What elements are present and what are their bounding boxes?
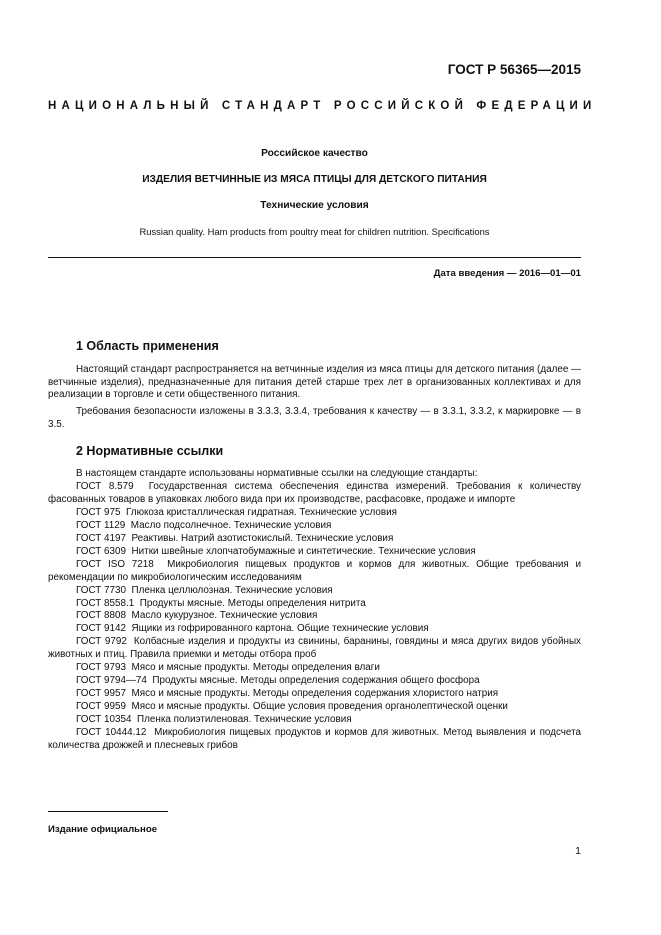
reference-title: Продукты мясные. Методы определения содержания общего фосфора xyxy=(152,675,480,687)
reference-code: ГОСТ 9793 xyxy=(76,662,127,674)
section-1-paragraph-1: Настоящий стандарт распространяется на ветчинные изделия из мяса птицы для детского питания (далее — ветчинные изделия), предназначенные для питания детей старше трех лет в организованных коллективах и для реализации в торговле и сети общественного питания. xyxy=(48,364,581,400)
reference-title: Государственная система обеспечения единства измерений. Требования к количеству фасованных товаров в упаковках любого вида при их производстве, расфасовке, продаже и импорте xyxy=(48,480,581,505)
reference-code: ГОСТ 6309 xyxy=(76,545,127,557)
official-edition-label: Издание официальное xyxy=(48,824,158,835)
reference-item xyxy=(48,688,581,701)
reference-code: ГОСТ 9142 xyxy=(76,623,127,635)
reference-item xyxy=(48,598,581,611)
reference-item xyxy=(48,636,581,662)
reference-code: ГОСТ 9959 xyxy=(76,701,127,713)
reference-item xyxy=(48,662,581,675)
reference-title: Продукты мясные. Методы определения нитрита xyxy=(139,597,366,609)
reference-code: ГОСТ 9792 xyxy=(76,636,127,648)
reference-title: Масло кукурузное. Технические условия xyxy=(131,610,318,622)
reference-title: Масло подсолнечное. Технические условия xyxy=(130,519,332,531)
footer-divider xyxy=(48,811,168,812)
reference-code: ГОСТ 9957 xyxy=(76,688,127,700)
normative-references-list xyxy=(48,468,581,753)
reference-title: Ящики из гофрированного картона. Общие технические условия xyxy=(131,623,429,635)
reference-code: ГОСТ 8558.1 xyxy=(76,597,135,609)
series-label: Российское качество xyxy=(261,148,368,159)
reference-item xyxy=(48,559,581,585)
title-divider xyxy=(48,257,581,258)
section-1-paragraph-2: Требования безопасности изложены в 3.3.3, 3.3.4, требования к качеству — в 3.3.1, 3.3.2, к маркировке — в 3.5. xyxy=(48,406,581,430)
reference-item xyxy=(48,520,581,533)
national-standard-heading: НАЦИОНАЛЬНЫЙ СТАНДАРТ РОССИЙСКОЙ ФЕДЕРАЦИИ xyxy=(48,100,597,112)
reference-title: Нитки швейные хлопчатобумажные и синтетические. Технические условия xyxy=(131,545,476,557)
reference-title: Глюкоза кристаллическая гидратная. Технические условия xyxy=(126,506,397,518)
reference-code: ГОСТ 10444.12 xyxy=(76,727,147,739)
page-number: 1 xyxy=(575,845,581,857)
reference-code: ГОСТ ISO 7218 xyxy=(76,558,154,570)
english-title: Russian quality. Ham products from poultry meat for children nutrition. Specifications xyxy=(139,226,490,237)
reference-title: Микробиология пищевых продуктов и кормов для животных. Метод выявления и подсчета количества дрожжей и плесневых грибов xyxy=(48,727,581,752)
reference-code: ГОСТ 4197 xyxy=(76,532,127,544)
reference-title: Пленка полиэтиленовая. Технические условия xyxy=(137,714,352,726)
reference-title: Мясо и мясные продукты. Общие условия проведения органолептической оценки xyxy=(131,701,508,713)
reference-code: ГОСТ 9794—74 xyxy=(76,675,147,687)
reference-code: ГОСТ 7730 xyxy=(76,584,127,596)
reference-item xyxy=(48,610,581,623)
reference-title: Реактивы. Натрий азотистокислый. Технические условия xyxy=(131,532,394,544)
reference-code: ГОСТ 1129 xyxy=(76,519,126,531)
reference-item xyxy=(48,507,581,520)
reference-title: Пленка целлюлозная. Технические условия xyxy=(131,584,333,596)
reference-code: ГОСТ 10354 xyxy=(76,714,132,726)
introduction-date: Дата введения — 2016—01—01 xyxy=(433,268,581,279)
reference-title: Мясо и мясные продукты. Методы определения влаги xyxy=(131,662,380,674)
reference-title: Колбасные изделия и продукты из свинины, баранины, говядины и мяса других видов убойных животных и птиц. Правила приемки и методы отбора проб xyxy=(48,636,581,661)
reference-item xyxy=(48,701,581,714)
reference-item xyxy=(48,481,581,507)
section-2-title: 2 Нормативные ссылки xyxy=(76,444,224,458)
reference-item xyxy=(48,675,581,688)
reference-title: Мясо и мясные продукты. Методы определения содержания хлористого натрия xyxy=(131,688,499,700)
references-intro: В настоящем стандарте использованы нормативные ссылки на следующие стандарты: xyxy=(76,468,478,479)
reference-code: ГОСТ 8808 xyxy=(76,610,127,622)
reference-item xyxy=(48,585,581,598)
section-1-title: 1 Область применения xyxy=(76,339,219,353)
reference-item xyxy=(48,533,581,546)
reference-item xyxy=(48,727,581,753)
reference-item xyxy=(48,714,581,727)
reference-item xyxy=(48,546,581,559)
document-title: ИЗДЕЛИЯ ВЕТЧИННЫЕ ИЗ МЯСА ПТИЦЫ ДЛЯ ДЕТСКОГО ПИТАНИЯ xyxy=(142,174,487,185)
reference-code: ГОСТ 975 xyxy=(76,506,121,518)
document-subtitle: Технические условия xyxy=(260,200,369,211)
document-number: ГОСТ Р 56365—2015 xyxy=(447,62,581,77)
reference-title: Микробиология пищевых продуктов и кормов для животных. Общие требования и рекомендации по микробиологическим исследованиям xyxy=(48,558,581,583)
reference-code: ГОСТ 8.579 xyxy=(76,480,134,492)
reference-item xyxy=(48,623,581,636)
